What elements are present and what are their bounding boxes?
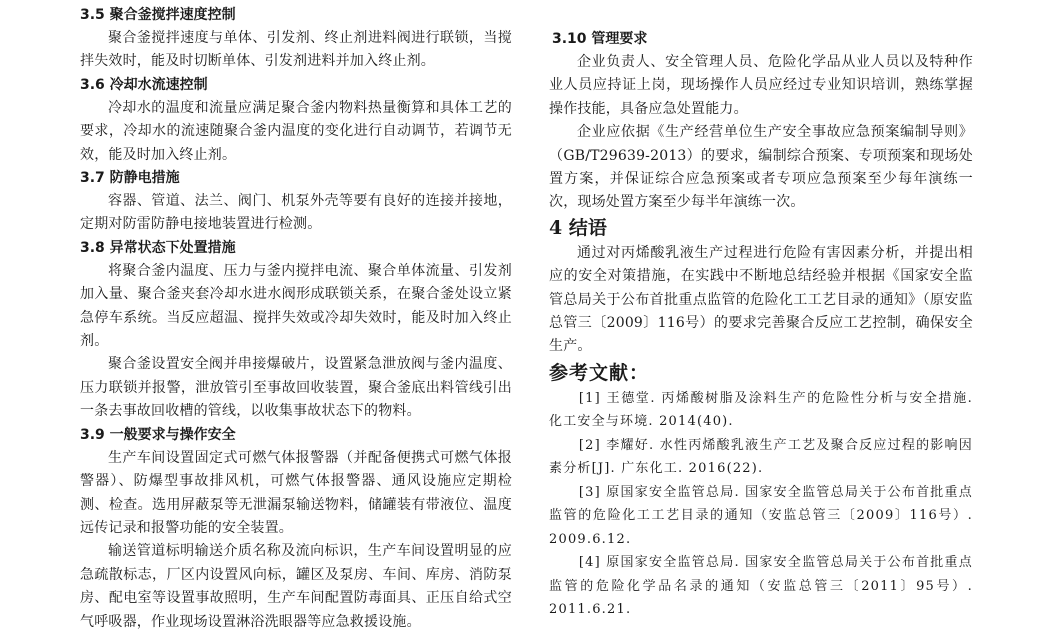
paragraph: 输送管道标明输送介质名称及流向标识，生产车间设置明显的应急疏散标志，厂区内设置风向标，罐区及泵房、车间、库房、消防泵房、配电室等设置事故照明，生产车间配置防毒面具、正压自给式空气呼吸器，作业现场设置淋浴洗眼器等应急救援设施。: [80, 543, 512, 630]
reference-item: [3] 原国家安全监管总局. 国家安全监管总局关于公布首批重点监管的危险化工工艺目录的通知（安监总管三〔2009〕116号）. 2009.6.12.: [549, 484, 973, 547]
reference-item: [4] 原国家安全监管总局. 国家安全监管总局关于公布首批重点监管的危险化学品名录的通知（安监总管三〔2011〕95号）. 2011.6.21.: [549, 555, 973, 618]
paragraph: 冷却水的温度和流量应满足聚合釜内物料热量衡算和具体工艺的要求，冷却水的流速随聚合釜内温度的变化进行自动调节，若调节无效，能及时加入终止剂。: [80, 99, 512, 163]
left-column: [80, 4, 512, 634]
section-3-6: [80, 74, 512, 167]
section-heading: 3.9 一般要求与操作安全: [80, 426, 236, 443]
references-heading: 参考文献：: [549, 361, 650, 384]
section-3-8: [80, 237, 512, 424]
section-3-9: [80, 424, 512, 634]
section-heading: 3.5 聚合釜搅拌速度控制: [80, 7, 236, 23]
paragraph: 容器、管道、法兰、阀门、机泵外壳等要有良好的连接并接地，定期对防雷防静电接地装置进行检测。: [80, 193, 512, 233]
conclusion-paragraph: 通过对丙烯酸乳液生产过程进行危险有害因素分析，并提出相应的安全对策措施，在实践中不断地总结经验并根据《国家安全监管总局关于公布首批重点监管的危险化工工艺目录的通知》（原安监总管三〔2009〕116号）的要求完善聚合反应工艺控制，确保安全生产。: [549, 244, 973, 355]
paragraph: 聚合釜设置安全阀并串接爆破片，设置紧急泄放阀与釜内温度、压力联锁并报警，泄放管引至事故回收装置，聚合釜底出料管线引出一条去事故回收槽的管线，以收集事故状态下的物料。: [80, 356, 512, 420]
section-heading: 3.6 冷却水流速控制: [80, 76, 208, 93]
paragraph: 聚合釜搅拌速度与单体、引发剂、终止剂进料阀进行联锁，当搅拌失效时，能及时切断单体、引发剂进料并加入终止剂。: [80, 30, 512, 70]
reference-item: [1] 王德堂. 丙烯酸树脂及涂料生产的危险性分析与安全措施. 化工安全与环境. 2014(40).: [549, 390, 973, 430]
paragraph: 企业负责人、安全管理人员、危险化学品从业人员以及特种作业人员应持证上岗，现场操作人员应经过专业知识培训，熟练掌握操作技能，具备应急处置能力。: [549, 54, 973, 117]
paragraph: 生产车间设置固定式可燃气体报警器（并配备便携式可燃气体报警器）、防爆型事故排风机，可燃气体报警器、通风设施应定期检测、检查。选用屏蔽泵等无泄漏泵输送物料，储罐装有带液位、温度远传记录和报警功能的安全装置。: [80, 449, 512, 536]
section-heading: 3.7 防静电措施: [80, 170, 180, 187]
section-3-5: [80, 4, 512, 74]
conclusion-heading: 4 结语: [549, 216, 607, 239]
references-section: [549, 359, 973, 622]
paragraph: 将聚合釜内温度、压力与釜内搅拌电流、聚合单体流量、引发剂加入量、聚合釜夹套冷却水进水阀形成联锁关系，在聚合釜处设立紧急停车系统。当反应超温、搅拌失效或冷却失效时，能及时加入终止剂。: [80, 262, 512, 350]
right-column: [549, 4, 973, 622]
section-3-7: [80, 167, 512, 237]
section-heading: 3.10 管理要求: [552, 31, 648, 47]
reference-item: [2] 李耀好. 水性丙烯酸乳液生产工艺及聚合反应过程的影响因素分析[J]. 广东化工. 2016(22).: [549, 437, 973, 477]
conclusion-section: [549, 215, 973, 359]
section-3-10: [549, 28, 973, 215]
section-heading: 3.8 异常状态下处置措施: [80, 239, 236, 256]
paragraph: 企业应依据《生产经营单位生产安全事故应急预案编制导则》（GB/T29639-2013）的要求，编制综合预案、专项预案和现场处置方案，并保证综合应急预案或者专项应急预案至少每年演练一次，现场处置方案至少每半年演练一次。: [549, 124, 973, 211]
